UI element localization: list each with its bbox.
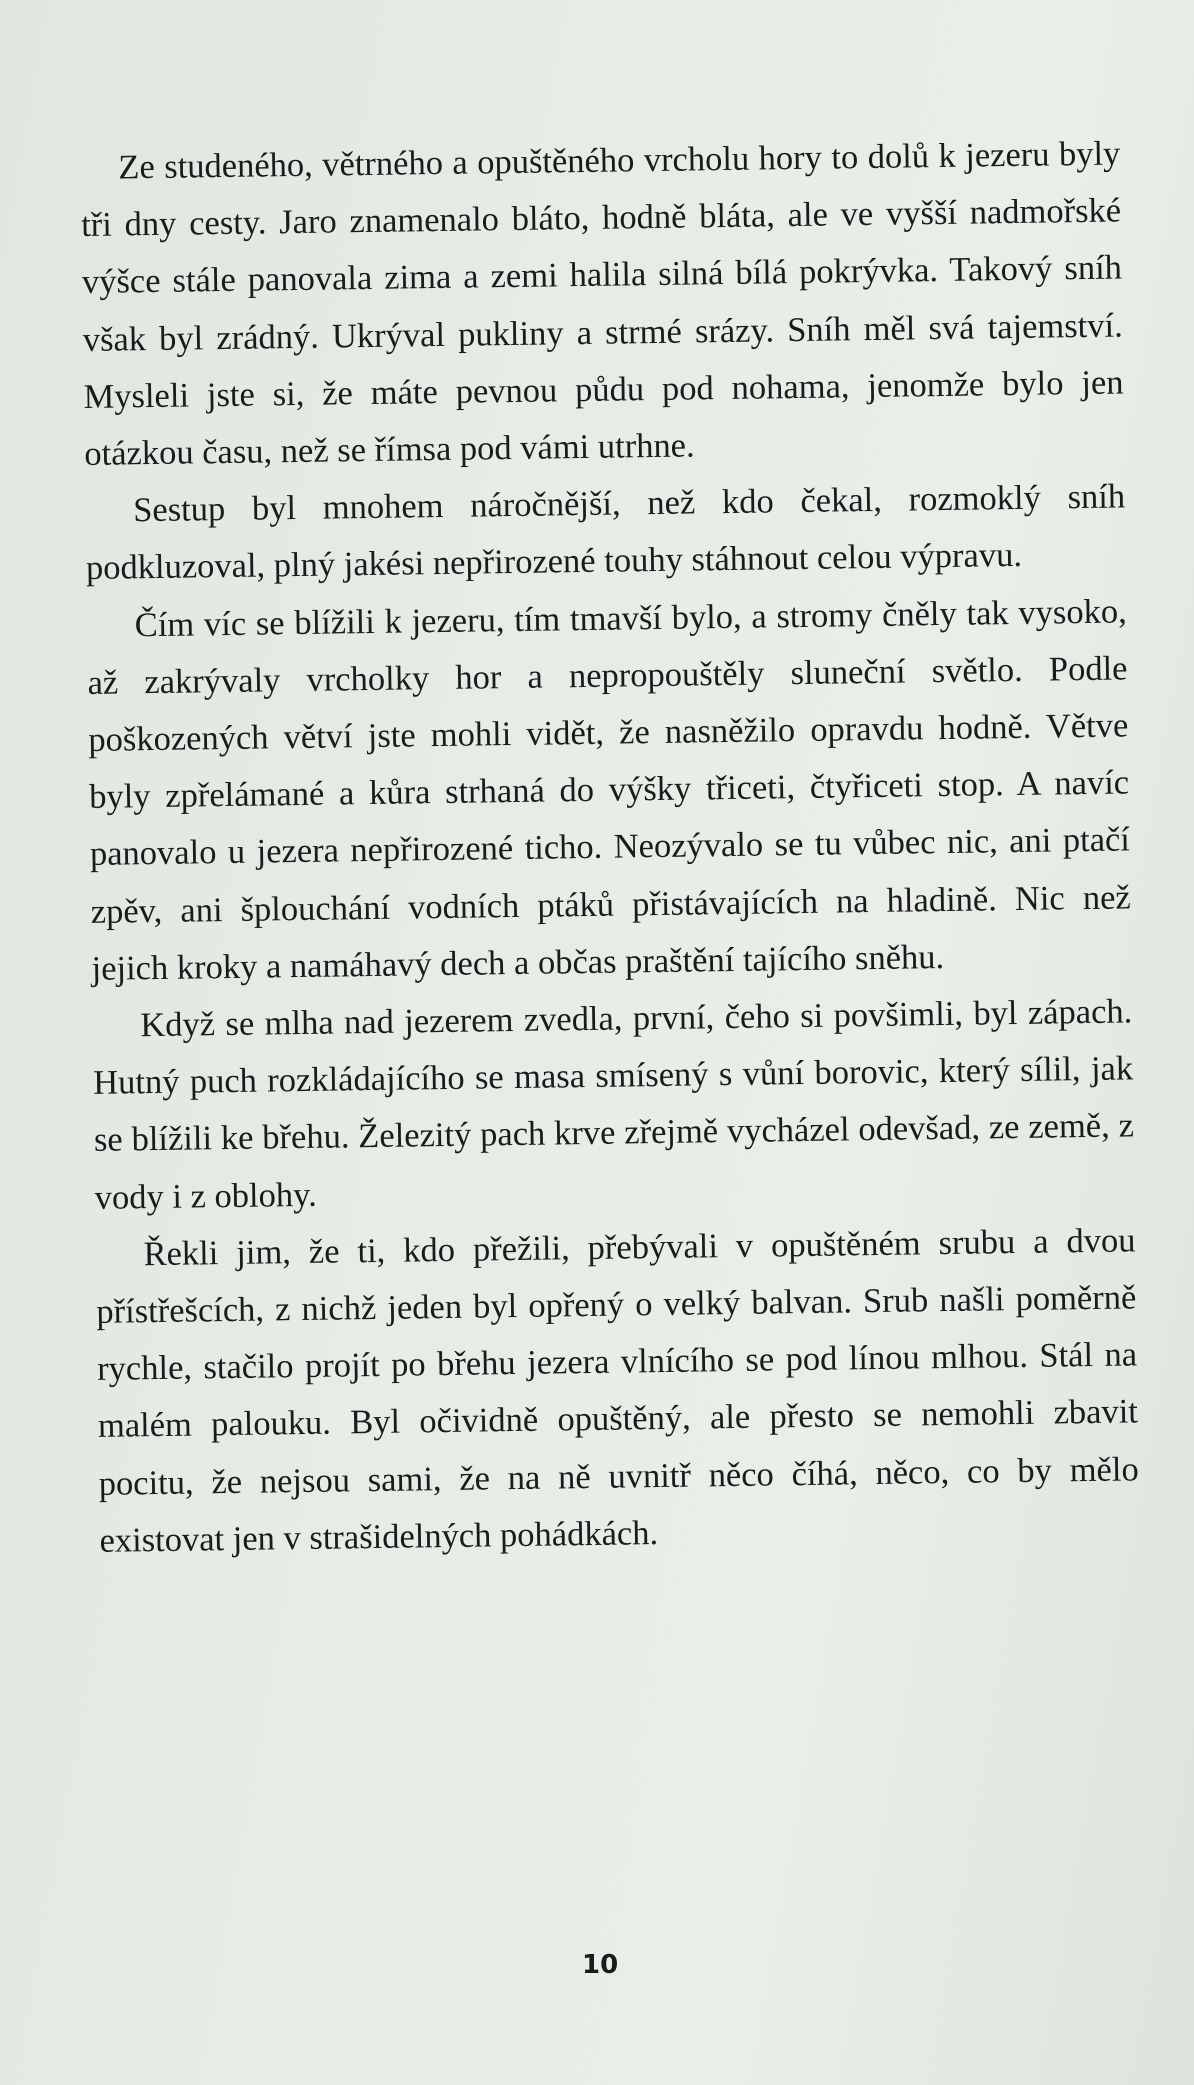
body-text [80,125,1140,1569]
paragraph-5: Řekli jim, že ti, kdo přežili, přebývali v opuštěném srubu a dvou přístřešcích, z nichž jeden byl opřený o velký balvan. Srub našli poměrně rychle, stačilo projít po břehu jezera vlnícího se pod línou mlhou. Stál na malém palouku. Byl očividně opuštěný, ale přesto se nemohli zbavit pocitu, že nejsou sami, že na ně uvnitř něco číhá, něco, co by mělo existovat jen v strašidelných pohádkách. [96,1221,1139,1560]
paragraph-2: Sestup byl mnohem náročnější, než kdo čekal, rozmoklý sníh podkluzoval, plný jakési nepřirozené touhy stáhnout celou výpravu. [85,477,1126,588]
paragraph-3: Čím víc se blížili k jezeru, tím tmavší bylo, a stromy čněly tak vysoko, až zakrývaly vrcholky hor a nepropouštěly sluneční světlo. Podle poškozených větví jste mohli vidět, že nasněžilo opravdu hodně. Větve byly zpřelámané a kůra strhaná do výšky třiceti, čtyřiceti stop. A navíc panovalo u jezera nepřirozené ticho. Neozývalo se tu vůbec nic, ani ptačí zpěv, ani šplouchání vodních ptáků přistávajících na hladině. Nic než jejich kroky a namáhavý dech a občas praštění tajícího sněhu. [87,592,1131,988]
paragraph-1: Ze studeného, větrného a opuštěného vrcholu hory to dolů k jezeru byly tři dny cesty. Jaro znamenalo bláto, hodně bláta, ale ve vyšší nadmořské výšce stále panovala zima a zemi halila silná bílá pokrývka. Takový sníh však byl zrádný. Ukrýval pukliny a strmé srázy. Sníh měl svá tajemství. Mysleli jste si, že máte pevnou půdu pod nohama, jenomže bylo jen otázkou času, než se římsa pod vámi utrhne. [80,134,1124,473]
page-number: 10 [582,1950,619,1980]
paragraph-4: Když se mlha nad jezerem zvedla, první, čeho si povšimli, byl zápach. Hutný puch rozkládajícího se masa smísený s vůní borovic, který sílil, jak se blížili ke břehu. Železitý pach krve zřejmě vycházel odevšad, ze země, z vody i z oblohy. [92,992,1135,1217]
